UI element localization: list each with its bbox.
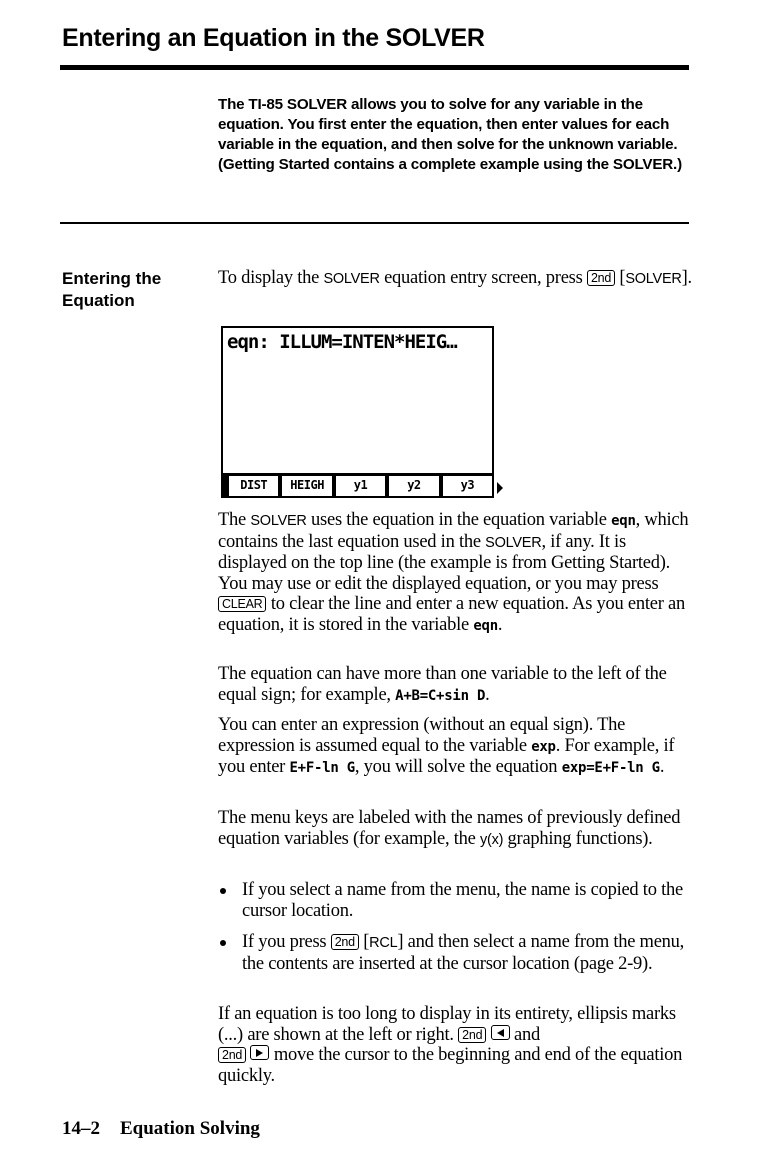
calculator-screen (221, 326, 494, 498)
page-footer (62, 1118, 280, 1140)
paragraph-menu-keys (218, 808, 693, 850)
var-eqn: eqn (611, 513, 636, 529)
page-title: Entering an Equation in the SOLVER (62, 24, 485, 52)
rcl-term: RCL (369, 935, 398, 951)
side-heading-line2: Equation (62, 291, 135, 310)
text: If you select a name from the menu, the name is copied to the cursor location. (242, 880, 683, 921)
text: uses the equation in the equation variable (306, 510, 612, 530)
text: [ (358, 932, 370, 952)
paragraph-solver-uses (218, 510, 693, 636)
menu-item-heigh[interactable]: HEIGH (278, 476, 331, 496)
text: , if any. It is displayed on the top line (the example is from Getting Started). You may use or edit the displayed equation, or you may press (218, 531, 671, 594)
text: If an equation is too long to display in its entirety, ellipsis marks (...) are shown at the left or right. (218, 1004, 676, 1045)
example-expression: exp=E+F-ln G (561, 760, 660, 776)
solver-term: SOLVER (250, 513, 307, 529)
section-name: Equation Solving (120, 1118, 260, 1139)
calculator-menu (223, 473, 492, 496)
text: , you will solve the equation (354, 757, 562, 777)
bullet-icon (220, 940, 226, 946)
var-eqn: eqn (473, 617, 498, 634)
text: , which contains the last equation used in the (218, 510, 689, 552)
side-heading-line1: Entering the (62, 269, 162, 288)
menu-item-y3[interactable]: y3 (439, 476, 492, 496)
text: The equation can have more than one variable to the left of the equal sign; for example, (218, 664, 667, 705)
paragraph-multiple-vars (218, 664, 693, 706)
text: move the cursor to the beginning and end of the equation quickly. (218, 1045, 683, 1086)
text: The menu keys are labeled with the names of previously defined equation variables (for example, the (218, 808, 681, 849)
solver-term: SOLVER (485, 534, 542, 551)
paragraph-ellipsis (218, 1004, 693, 1086)
menu-item-y1[interactable]: y1 (332, 476, 385, 496)
key-clear: CLEAR (218, 596, 266, 612)
key-2nd: 2nd (331, 934, 359, 950)
text: To display the (218, 268, 324, 288)
example-expression: E+F-ln G (289, 760, 355, 776)
right-arrow-key-icon (250, 1045, 269, 1060)
text: equation entry screen, press (379, 268, 587, 288)
text: . (659, 757, 665, 777)
paragraph-display-solver (218, 268, 693, 290)
bullet-icon (220, 888, 226, 894)
text: If you press (242, 932, 331, 952)
key-2nd: 2nd (218, 1047, 246, 1063)
yx-term: y(x) (479, 831, 504, 848)
text: . (485, 684, 490, 705)
text: . For example, if you enter (218, 735, 675, 777)
equation-line: eqn: ILLUM=INTEN*HEIG… (227, 331, 457, 353)
text: to clear the line and enter a new equation. As you enter an equation, it is stored in the variable (218, 594, 685, 635)
list-item (218, 880, 693, 921)
page-number: 14–2 (62, 1118, 100, 1139)
more-right-arrow-icon (497, 482, 503, 494)
menu-item-dist[interactable]: DIST (223, 476, 278, 496)
text: graphing functions). (503, 828, 653, 849)
text: [ (615, 268, 626, 288)
key-2nd: 2nd (587, 270, 615, 286)
list-item (218, 932, 693, 974)
text: and (509, 1024, 540, 1045)
title-rule (60, 65, 689, 70)
paragraph-expression (218, 715, 693, 779)
var-exp: exp (531, 738, 556, 755)
bullet-list (218, 880, 693, 974)
solver-term: SOLVER (625, 271, 682, 287)
section-rule (60, 222, 689, 224)
text: ] and then select a name from the menu, the contents are inserted at the cursor location (page 2-9). (242, 932, 685, 974)
text: The (218, 510, 251, 530)
text: You can enter an expression (without an equal sign). The expression is assumed equal to the variable (218, 715, 626, 756)
example-expression: A+B=C+sin D (395, 687, 486, 704)
intro-paragraph: The TI-85 SOLVER allows you to solve for any variable in the equation. You first enter the equation, then enter values for each variable in the equation, and then solve for the unknown variable. (Getting Started contains a complete example using the SOLVER.) (218, 96, 682, 173)
text: ]. (681, 268, 692, 288)
left-arrow-key-icon (491, 1025, 510, 1040)
key-2nd: 2nd (458, 1027, 486, 1043)
text: . (497, 614, 503, 635)
menu-item-y2[interactable]: y2 (385, 476, 438, 496)
solver-term: SOLVER (323, 271, 380, 287)
side-heading (62, 268, 202, 312)
